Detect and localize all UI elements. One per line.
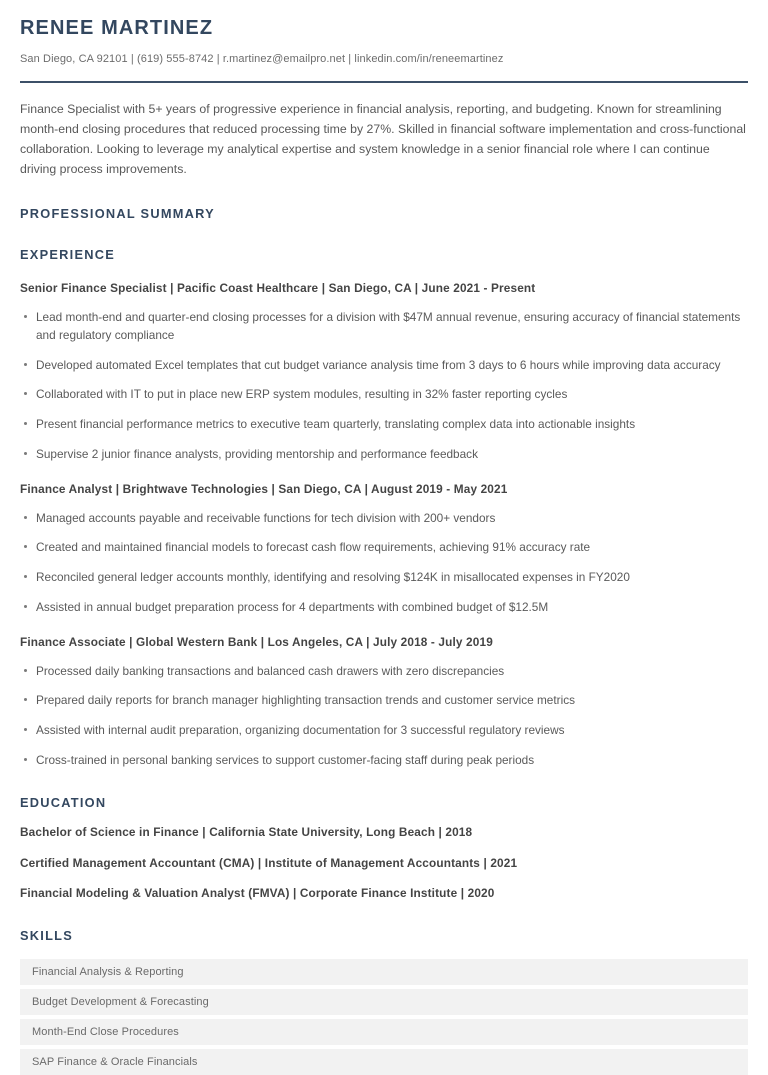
bullet-item: Reconciled general ledger accounts monthly, identifying and resolving $124K in misallocated expenses in FY2020: [20, 568, 748, 587]
experience-bullet-list: [20, 662, 748, 770]
header-divider: [20, 81, 748, 83]
bullet-item: Processed daily banking transactions and balanced cash drawers with zero discrepancies: [20, 662, 748, 681]
experience-entry-title: Senior Finance Specialist | Pacific Coast Healthcare | San Diego, CA | June 2021 - Present: [20, 281, 536, 296]
education-section: [20, 824, 748, 902]
section-heading-experience: EXPERIENCE: [20, 247, 115, 263]
education-entry: Certified Management Accountant (CMA) | Institute of Management Accountants | 2021: [20, 855, 518, 870]
education-entry: Financial Modeling & Valuation Analyst (FMVA) | Corporate Finance Institute | 2020: [20, 886, 495, 901]
skill-item: SAP Finance & Oracle Financials: [20, 1049, 748, 1075]
experience-bullet-list: [20, 308, 748, 464]
section-heading-skills: SKILLS: [20, 927, 74, 943]
bullet-item: Prepared daily reports for branch manager highlighting transaction trends and customer service metrics: [20, 691, 748, 710]
bullet-item: Present financial performance metrics to executive team quarterly, translating complex data into actionable insights: [20, 415, 748, 434]
education-entry: Bachelor of Science in Finance | California State University, Long Beach | 2018: [20, 825, 473, 840]
bullet-item: Supervise 2 junior finance analysts, providing mentorship and performance feedback: [20, 445, 748, 464]
experience-section: [20, 280, 748, 769]
bullet-item: Assisted with internal audit preparation, organizing documentation for 3 successful regulatory reviews: [20, 721, 748, 740]
experience-bullet-list: [20, 509, 748, 617]
bullet-item: Managed accounts payable and receivable functions for tech division with 200+ vendors: [20, 509, 748, 528]
experience-entry: [20, 280, 748, 463]
bullet-item: Assisted in annual budget preparation process for 4 departments with combined budget of $12.5M: [20, 598, 748, 617]
bullet-item: Developed automated Excel templates that cut budget variance analysis time from 3 days to 6 hours while improving data accuracy: [20, 356, 748, 375]
bullet-item: Collaborated with IT to put in place new ERP system modules, resulting in 32% faster reporting cycles: [20, 385, 748, 404]
section-heading-education: EDUCATION: [20, 795, 107, 811]
candidate-name: RENEE MARTINEZ: [20, 17, 214, 39]
skill-item: Budget Development & Forecasting: [20, 989, 748, 1015]
experience-entry: [20, 481, 748, 616]
summary-paragraph: Finance Specialist with 5+ years of progressive experience in financial analysis, reporting, and budgeting. Known for streamlining month-end closing procedures that reduced processing time by 27%. Skilled in financial software implementation and cross-functional collaboration. Looking to leverage my analytical expertise and system knowledge in a senior financial role where I can continue driving process improvements.: [20, 102, 746, 177]
bullet-item: Lead month-end and quarter-end closing processes for a division with $47M annual revenue, ensuring accuracy of financial statements and regulatory compliance: [20, 308, 748, 345]
experience-entry-title: Finance Analyst | Brightwave Technologies | San Diego, CA | August 2019 - May 2021: [20, 482, 508, 497]
skill-item: Month-End Close Procedures: [20, 1019, 748, 1045]
section-heading-professional-summary: PROFESSIONAL SUMMARY: [20, 206, 215, 222]
bullet-item: Created and maintained financial models to forecast cash flow requirements, achieving 91% accuracy rate: [20, 538, 748, 557]
experience-entry-title: Finance Associate | Global Western Bank | Los Angeles, CA | July 2018 - July 2019: [20, 635, 493, 650]
experience-entry: [20, 634, 748, 769]
skills-section: [20, 959, 748, 1075]
skill-item: Financial Analysis & Reporting: [20, 959, 748, 985]
bullet-item: Cross-trained in personal banking services to support customer-facing staff during peak periods: [20, 751, 748, 770]
resume-header: [20, 0, 748, 83]
contact-info: San Diego, CA 92101 | (619) 555-8742 | r.martinez@emailpro.net | linkedin.com/in/reneemartinez: [20, 53, 504, 65]
